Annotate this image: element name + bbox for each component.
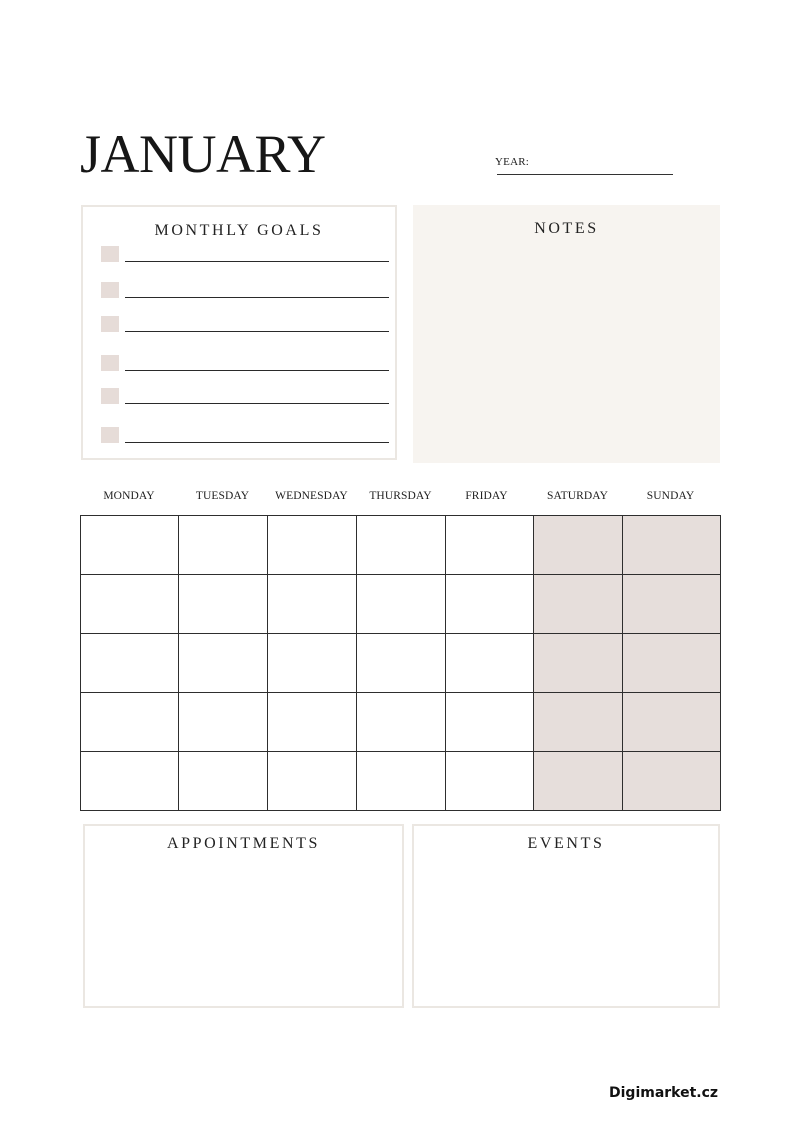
calendar-day-cell[interactable] [80, 692, 179, 752]
weekday-monday: MONDAY [103, 490, 155, 502]
calendar-day-cell[interactable] [80, 515, 179, 575]
calendar-day-cell[interactable] [622, 692, 721, 752]
events-box[interactable] [412, 824, 720, 1008]
calendar-day-cell[interactable] [178, 515, 268, 575]
notes-box[interactable] [413, 205, 720, 463]
calendar-day-cell[interactable] [267, 692, 357, 752]
goal-line[interactable] [125, 331, 389, 332]
goal-row [99, 427, 389, 447]
monthly-goals-heading: MONTHLY GOALS [154, 222, 324, 239]
calendar-day-cell[interactable] [267, 751, 357, 811]
weekday-thursday: THURSDAY [369, 490, 432, 502]
calendar-day-cell[interactable] [533, 751, 623, 811]
calendar-day-cell[interactable] [356, 692, 446, 752]
calendar-day-cell[interactable] [267, 574, 357, 634]
calendar-day-cell[interactable] [80, 574, 179, 634]
calendar-day-cell[interactable] [533, 692, 623, 752]
calendar-day-cell[interactable] [622, 515, 721, 575]
goal-line[interactable] [125, 261, 389, 262]
calendar-day-cell[interactable] [356, 633, 446, 693]
goal-checkbox[interactable] [101, 246, 119, 262]
calendar-day-cell[interactable] [178, 751, 268, 811]
weekday-wednesday: WEDNESDAY [275, 490, 348, 502]
goal-row [99, 355, 389, 375]
calendar-day-cell[interactable] [445, 751, 534, 811]
month-title: JANUARY [80, 124, 326, 184]
calendar-day-cell[interactable] [622, 574, 721, 634]
calendar-day-cell[interactable] [445, 515, 534, 575]
calendar-day-cell[interactable] [445, 574, 534, 634]
goal-line[interactable] [125, 403, 389, 404]
calendar-day-cell[interactable] [356, 751, 446, 811]
calendar-day-cell[interactable] [356, 574, 446, 634]
goal-checkbox[interactable] [101, 282, 119, 298]
goal-line[interactable] [125, 297, 389, 298]
goal-checkbox[interactable] [101, 427, 119, 443]
calendar-day-cell[interactable] [178, 574, 268, 634]
calendar-day-cell[interactable] [80, 751, 179, 811]
calendar-day-cell[interactable] [622, 751, 721, 811]
weekday-saturday: SATURDAY [546, 490, 609, 502]
goal-checkbox[interactable] [101, 355, 119, 371]
goal-row [99, 246, 389, 266]
calendar-day-cell[interactable] [267, 633, 357, 693]
weekday-friday: FRIDAY [465, 490, 508, 502]
weekday-sunday: SUNDAY [646, 490, 695, 502]
weekday-tuesday: TUESDAY [195, 490, 250, 502]
goal-checkbox[interactable] [101, 388, 119, 404]
events-heading: EVENTS [527, 835, 605, 852]
goal-row [99, 388, 389, 408]
goal-row [99, 282, 389, 302]
goal-row [99, 316, 389, 336]
goal-line[interactable] [125, 370, 389, 371]
calendar-day-cell[interactable] [178, 692, 268, 752]
calendar-day-cell[interactable] [622, 633, 721, 693]
calendar-day-cell[interactable] [445, 633, 534, 693]
goal-line[interactable] [125, 442, 389, 443]
calendar-day-cell[interactable] [445, 692, 534, 752]
calendar-day-cell[interactable] [533, 574, 623, 634]
goal-checkbox[interactable] [101, 316, 119, 332]
year-label: YEAR: [495, 156, 529, 168]
calendar-day-cell[interactable] [267, 515, 357, 575]
monthly-goals-box [81, 205, 397, 460]
calendar-day-cell[interactable] [356, 515, 446, 575]
year-input-line[interactable] [497, 174, 673, 175]
appointments-box[interactable] [83, 824, 404, 1008]
brand-logo-text: Digimarket.cz [609, 1085, 719, 1101]
calendar-day-cell[interactable] [178, 633, 268, 693]
calendar-day-cell[interactable] [80, 633, 179, 693]
notes-heading: NOTES [534, 220, 599, 237]
calendar-day-cell[interactable] [533, 633, 623, 693]
appointments-heading: APPOINTMENTS [167, 835, 320, 852]
calendar-day-cell[interactable] [533, 515, 623, 575]
